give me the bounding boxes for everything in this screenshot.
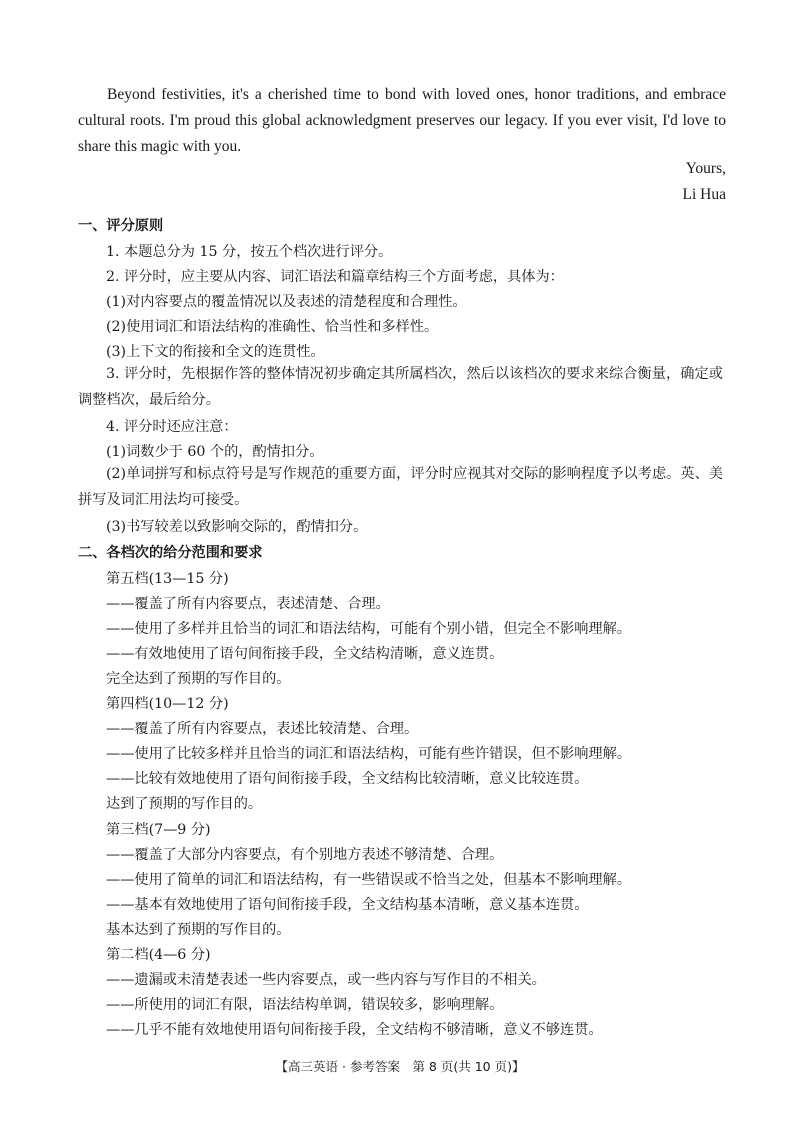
rule-4-1: (1)词数少于 60 个的，酌情扣分。 — [106, 444, 324, 460]
band-4-title: 第四档(10—12 分) — [106, 696, 229, 712]
band-3-point: ——基本有效地使用了语句间衔接手段，全文结构基本清晰，意义基本连贯。 — [106, 897, 589, 913]
band-5-title: 第五档(13—15 分) — [106, 571, 229, 587]
section-1-title: 一、评分原则 — [78, 218, 164, 234]
letter-closing: Yours, — [685, 160, 726, 177]
rule-3: 3. 评分时，先根据作答的整体情况初步确定其所属档次，然后以该档次的要求来综合衡量，确定或调整档次，最后给分。 — [78, 366, 723, 408]
rule-2-1: (1)对内容要点的覆盖情况以及表述的清楚程度和合理性。 — [106, 294, 467, 310]
band-5-point: ——有效地使用了语句间衔接手段，全文结构清晰，意义连贯。 — [106, 646, 504, 662]
rule-1: 1. 本题总分为 15 分，按五个档次进行评分。 — [106, 244, 393, 260]
rule-2-2: (2)使用词汇和语法结构的准确性、恰当性和多样性。 — [106, 319, 439, 335]
band-4-point: ——覆盖了所有内容要点，表述比较清楚、合理。 — [106, 721, 419, 737]
band-4-point: ——比较有效地使用了语句间衔接手段，全文结构比较清晰，意义比较连贯。 — [106, 771, 589, 787]
rule-2: 2. 评分时，应主要从内容、词汇语法和篇章结构三个方面考虑，具体为： — [106, 269, 564, 285]
rule-4: 4. 评分时还应注意： — [106, 419, 238, 435]
band-3-point: ——覆盖了大部分内容要点，有个别地方表述不够清楚、合理。 — [106, 847, 504, 863]
rule-4-3: (3)书写较差以致影响交际的，酌情扣分。 — [106, 519, 368, 535]
band-5-point: ——覆盖了所有内容要点，表述清楚、合理。 — [106, 596, 390, 612]
band-3-summary: 基本达到了预期的写作目的。 — [106, 922, 291, 938]
band-2-point: ——所使用的词汇有限，语法结构单调，错误较多，影响理解。 — [106, 997, 504, 1013]
band-2-title: 第二档(4—6 分) — [106, 947, 211, 963]
band-4-summary: 达到了预期的写作目的。 — [106, 796, 263, 812]
rule-4-2: (2)单词拼写和标点符号是写作规范的重要方面，评分时应视其对交际的影响程度予以考虑。英、美拼写及词汇用法均可接受。 — [78, 466, 723, 508]
rule-2-3: (3)上下文的衔接和全文的连贯性。 — [106, 344, 325, 360]
band-5-point: ——使用了多样并且恰当的词汇和语法结构，可能有个别小错，但完全不影响理解。 — [106, 621, 631, 637]
band-5-summary: 完全达到了预期的写作目的。 — [106, 671, 291, 687]
section-2-title: 二、各档次的给分范围和要求 — [78, 545, 263, 561]
band-3-title: 第三档(7—9 分) — [106, 822, 211, 838]
letter-signature: Li Hua — [682, 186, 726, 203]
letter-paragraph: Beyond festivities, it's a cherished time to bond with loved ones, honor traditions, and embrace cultural roots. I'm proud this global acknowledgment preserves our legacy. If you ever visit, I'd love to share this magic with you. — [78, 86, 726, 155]
page-footer: 【高三英语 · 参考答案 第 8 页(共 10 页)】 — [275, 1059, 525, 1074]
band-2-point: ——几乎不能有效地使用语句间衔接手段，全文结构不够清晰，意义不够连贯。 — [106, 1022, 603, 1038]
band-3-point: ——使用了简单的词汇和语法结构，有一些错误或不恰当之处，但基本不影响理解。 — [106, 872, 631, 888]
band-2-point: ——遗漏或未清楚表述一些内容要点，或一些内容与写作目的不相关。 — [106, 972, 546, 988]
band-4-point: ——使用了比较多样并且恰当的词汇和语法结构，可能有些许错误，但不影响理解。 — [106, 746, 631, 762]
